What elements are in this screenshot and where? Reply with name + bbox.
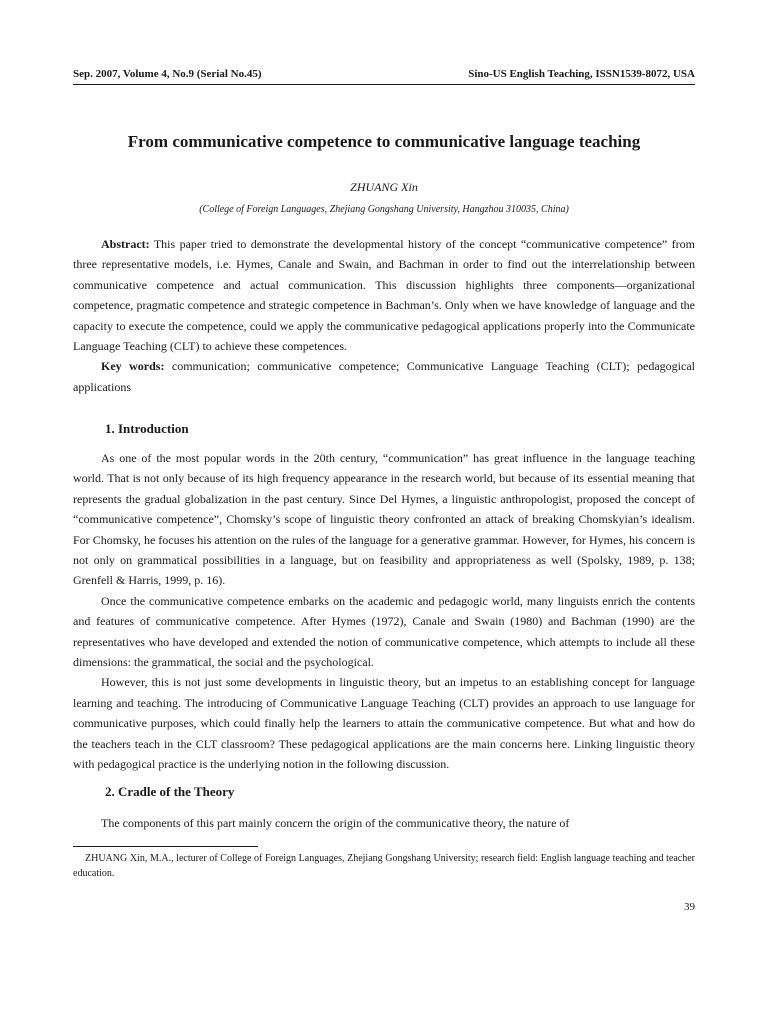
running-header: [73, 68, 695, 81]
footnote-rule: [73, 846, 258, 847]
abstract-block: [73, 234, 695, 397]
page: [73, 0, 695, 1024]
paper-title: From communicative competence to communicative language teaching: [127, 132, 641, 151]
page-number: 39: [684, 901, 695, 913]
section-heading-introduction: 1. Introduction: [105, 421, 189, 436]
journal-issue: Sep. 2007, Volume 4, No.9 (Serial No.45): [73, 68, 262, 80]
paragraph: However, this is not just some developments in linguistic theory, but an impetus to an establishing concept for language learning and teaching. The introducing of Communicative Language Teaching (CLT) provides an approach to use language for communicative purposes, which could finally help the learners to attain the communicative competence. But what and how do the teachers teach in the CLT classroom? These pedagogical applications are the main concerns here. Linking linguistic theory with pedagogical practice is the underlying notion in the following discussion.: [73, 675, 695, 772]
section-heading-cradle-of-the-theory: 2. Cradle of the Theory: [105, 784, 235, 799]
keywords-text: communication; communicative competence; Communicative Language Teaching (CLT); pedagogical applications: [73, 359, 695, 394]
cradle-body: [73, 813, 695, 833]
paragraph: Once the communicative competence embarks on the academic and pedagogic world, many linguists enrich the contents and features of communicative competence. After Hymes (1972), Canale and Swain (1980) and Bachman (1990) are the representatives who have developed and extended the notion of communicative competence, which attempts to include all these dimensions: the grammatical, the social and the psychological.: [73, 593, 695, 670]
abstract-label: Abstract:: [101, 237, 150, 251]
affiliation: (College of Foreign Languages, Zhejiang Gongshang University, Hangzhou 310035, China): [199, 204, 569, 215]
keywords-label: Key words:: [101, 359, 165, 374]
journal-name: Sino-US English Teaching, ISSN1539-8072, USA: [468, 68, 695, 80]
introduction-body: [73, 448, 695, 775]
keywords-paragraph: [73, 356, 695, 397]
paragraph: As one of the most popular words in the 20th century, “communication” has great influence in the language teaching world. That is not only because of its high frequency appearance in the research world, but because of its essential meaning that represents the gradual globalization in the past century. Since Del Hymes, a linguistic anthropologist, proposed the concept of “communicative competence”, Chomsky’s scope of linguistic theory confronted an attack of breaking Chomskyian’s idealism. For Chomsky, he focuses his attention on the rules of the language for a generative grammar. However, for Hymes, his concern is not only on grammatical possibilities in a language, but on feasibility and appropriateness as well (Spolsky, 1989, p. 138; Grenfell & Harris, 1999, p. 16).: [73, 451, 695, 588]
abstract-text: This paper tried to demonstrate the developmental history of the concept “communicative competence” from three representative models, i.e. Hymes, Canale and Swain, and Bachman in order to find out the interrelationship between communicative competence and actual communication. This discussion highlights three components—organizational competence, pragmatic competence and strategic competence in Bachman’s. Only when we have knowledge of language and the capacity to execute the competence, could we apply the communicative pedagogical applications properly into the Communicate Language Teaching (CLT) to achieve these competences.: [73, 237, 695, 354]
header-rule: [73, 84, 695, 85]
abstract-paragraph: [73, 234, 695, 356]
author: ZHUANG Xin: [350, 180, 418, 194]
author-footnote: ZHUANG Xin, M.A., lecturer of College of Foreign Languages, Zhejiang Gongshang University; research field: English language teaching and teacher education.: [73, 853, 695, 879]
paragraph: The components of this part mainly concern the origin of the communicative theory, the nature of: [101, 816, 570, 830]
